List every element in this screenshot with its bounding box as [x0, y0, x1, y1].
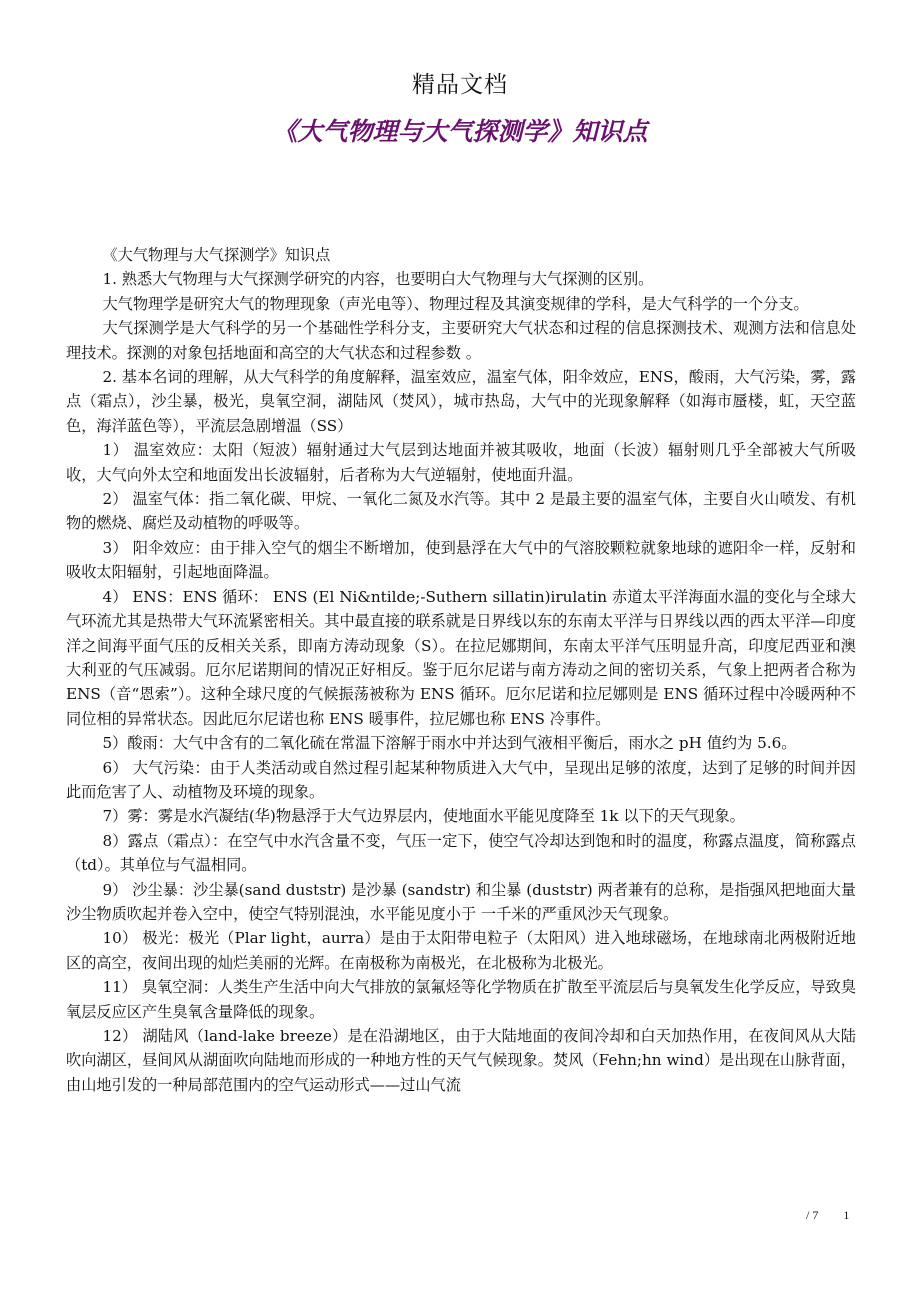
paragraph: 7）雾：雾是水汽凝结(华)物悬浮于大气边界层内，使地面水平能见度降至 1k 以下的天气现象。: [102, 807, 745, 826]
paragraph: 《大气物理与大气探测学》知识点: [102, 246, 331, 264]
page-footer: [806, 1208, 849, 1223]
paragraph: 9） 沙尘暴：沙尘暴(sand duststr) 是沙暴 (sandstr) 和尘暴 (duststr) 两者兼有的总称，是指强风把地面大量沙尘物质吹起并卷入空中，使空气特别混浊，水平能见度小于 一千米的严重风沙天气现象。: [66, 880, 856, 923]
document-body: [66, 243, 856, 1097]
document-title: 《大气物理与大气探测学》知识点: [272, 117, 648, 146]
paragraph: 1. 熟悉大气物理与大气探测学研究的内容，也要明白大气物理与大气探测的区别。: [102, 270, 654, 289]
page-header: 精品文档: [412, 72, 508, 98]
paragraph: 大气探测学是大气科学的另一个基础性学科分支，主要研究大气状态和过程的信息探测技术、观测方法和信息处理技术。探测的对象包括地面和高空的大气状态和过程参数 。: [66, 319, 856, 362]
paragraph: 5）酸雨：大气中含有的二氧化硫在常温下溶解于雨水中并达到气液相平衡后，雨水之 pH 值约为 5.6。: [102, 734, 797, 753]
paragraph: 大气物理学是研究大气的物理现象（声光电等）、物理过程及其演变规律的学科，是大气科学的一个分支。: [102, 294, 809, 313]
paragraph: 3） 阳伞效应：由于排入空气的烟尘不断增加，使到悬浮在大气中的气溶胶颗粒就象地球的遮阳伞一样，反射和吸收太阳辐射，引起地面降温。: [66, 538, 856, 582]
paragraph: 4） ENS：ENS 循环： ENS (El Ni&ntilde;-Suthern sillatin)irulatin 赤道太平洋海面水温的变化与全球大气环流尤其是热带大气环流紧密相关。其中最直接的联系就是日界线以东的东南太平洋与日界线以西的西太平洋—印度洋之间海平面气压的反相关关系，即南方涛动现象（S）。在拉尼娜期间，东南太平洋气压明显升高，印度尼西亚和澳大利亚的气压减弱。厄尔尼诺期间的情况正好相反。鉴于厄尔尼诺与南方涛动之间的密切关系，气象上把两者合称为 ENS（音“恩索”）。这种全球尺度的气候振荡被称为 ENS 循环。厄尔尼诺和拉尼娜则是 ENS 循环过程中冷暖两种不同位相的异常状态。因此厄尔尼诺也称 ENS 暖事件，拉尼娜也称 ENS 冷事件。: [66, 587, 856, 728]
paragraph: 12） 湖陆风（land-lake breeze）是在沿湖地区，由于大陆地面的夜间冷却和白天加热作用，在夜间风从大陆吹向湖区，昼间风从湖面吹向陆地而形成的一种地方性的天气气候现象。焚风（Fehn;hn wind）是出现在山脉背面，由山地引发的一种局部范围内的空气运动形式——过山气流: [66, 1027, 856, 1094]
paragraph: 6） 大气污染：由于人类活动或自然过程引起某种物质进入大气中，呈现出足够的浓度，达到了足够的时间并因此而危害了人、动植物及环境的现象。: [66, 758, 856, 801]
paragraph: 2） 温室气体：指二氧化碳、甲烷、一氧化二氮及水汽等。其中 2 是最主要的温室气体，主要自火山喷发、有机物的燃烧、腐烂及动植物的呼吸等。: [66, 490, 856, 533]
paragraph: 11） 臭氧空洞：人类生产生活中向大气排放的氯氟烃等化学物质在扩散至平流层后与臭氧发生化学反应，导致臭氧层反应区产生臭氧含量降低的现象。: [66, 978, 856, 1021]
paragraph: 8）露点（霜点）：在空气中水汽含量不变，气压一定下，使空气冷却达到饱和时的温度，称露点温度，简称露点（td）。其单位与气温相同。: [66, 831, 856, 875]
paragraph: 2. 基本名词的理解，从大气科学的角度解释，温室效应，温室气体，阳伞效应，ENS，酸雨，大气污染，雾，露点（霜点），沙尘暴，极光，臭氧空洞，湖陆风（焚风），城市热岛，大气中的光现象解释（如海市蜃楼，虹，天空蓝色，海洋蓝色等），平流层急剧增温（SS）: [66, 368, 856, 435]
paragraph: 10） 极光：极光（Plar light，aurra）是由于太阳带电粒子（太阳风）进入地球磁场，在地球南北两极附近地区的高空，夜间出现的灿烂美丽的光辉。在南极称为南极光，在北极称为北极光。: [66, 929, 856, 972]
page-total: / 7: [806, 1208, 819, 1222]
paragraph: 1） 温室效应：太阳（短波）辐射通过大气层到达地面并被其吸收，地面（长波）辐射则几乎全部被大气所吸收，大气向外太空和地面发出长波辐射，后者称为大气逆辐射，使地面升温。: [66, 441, 856, 484]
page-number: 1: [843, 1208, 850, 1222]
